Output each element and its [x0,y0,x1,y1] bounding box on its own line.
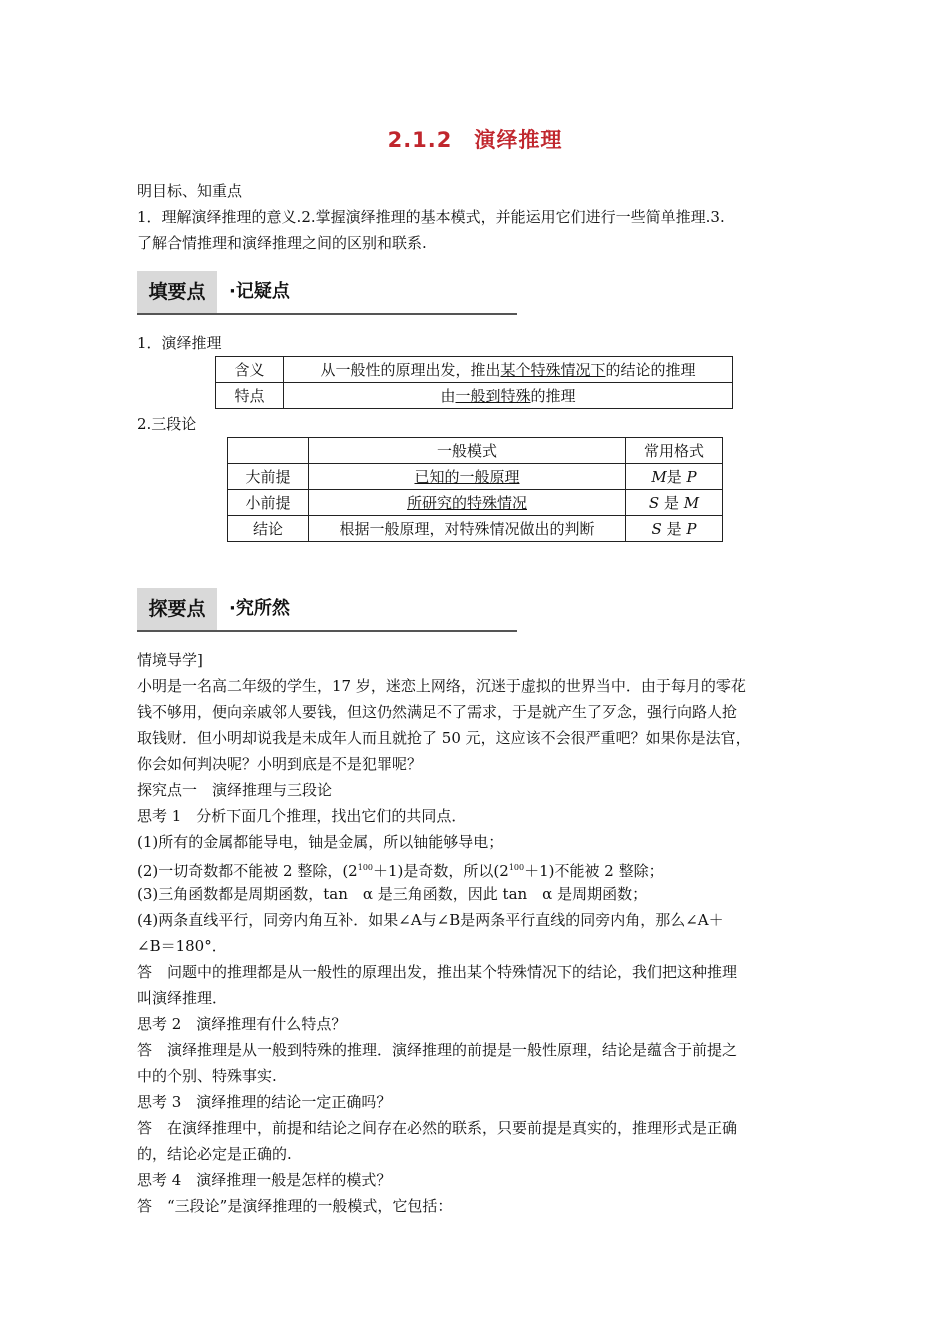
header-cell [228,438,309,464]
row-label: 大前提 [228,464,309,490]
row-content: 从一般性的原理出发，推出某个特殊情况下的结论的推理 [284,357,733,383]
row-format: S 是 M [626,490,723,516]
section-header-2 [137,588,517,632]
intro-heading: 情境导学] [137,651,203,669]
row-label: 结论 [228,516,309,542]
row-label: 小前提 [228,490,309,516]
table-row [228,490,723,516]
item-1-heading: 1．演绎推理 [137,334,222,352]
think-3: 思考 3 演绎推理的结论一定正确吗？ [137,1093,392,1111]
title-number: 2.1.2 [387,128,453,152]
story-line: 你会如何判决呢？小明到底是不是犯罪呢？ [137,755,423,773]
page-title [0,124,950,154]
objectives-line-2: 了解合情推理和演绎推理之间的区别和联系. [137,234,427,252]
section-1-sub: ·记疑点 [229,281,290,302]
answer-1-line: 叫演绎推理． [137,989,228,1007]
example-2: (2)一切奇数都不能被 2 整除，$(2^{100}+1)$是奇数，所以$(2^{100}+1)$不能被 2 整除； [137,862,664,880]
answer-3-line: 的，结论必定是正确的. [137,1145,292,1163]
story-line: 小明是一名高二年级的学生，17 岁，迷恋上网络，沉迷于虚拟的世界当中．由于每月的零花 [137,677,746,695]
title-text: 演绎推理 [474,128,563,152]
header-cell: 常用格式 [626,438,723,464]
header-cell: 一般模式 [309,438,626,464]
objectives-heading: 明目标、知重点 [137,182,243,200]
answer-2-line: 答 演绎推理是从一般到特殊的推理．演绎推理的前提是一般性原理，结论是蕴含于前提之 [137,1041,738,1059]
row-format: M是 P [626,464,723,490]
think-1: 思考 1 分析下面几个推理，找出它们的共同点． [137,807,467,825]
objectives-line-1: 1．理解演绎推理的意义.2.掌握演绎推理的基本模式，并能运用它们进行一些简单推理.3. [137,208,725,226]
row-label: 含义 [216,357,284,383]
table-row [228,516,723,542]
section-2-sub: ·究所然 [229,598,290,619]
table-header-row [228,438,723,464]
example-3: (3)三角函数都是周期函数，tan α 是三角函数，因此 tan α 是周期函数； [137,885,648,903]
section-1-box: 填要点 [137,271,217,313]
section-header-1 [137,271,517,315]
row-mode: 根据一般原理，对特殊情况做出的判断 [309,516,626,542]
section-2-box: 探要点 [137,588,217,630]
exploration-point-1: 探究点一 演绎推理与三段论 [137,781,333,799]
example-4-line-1: (4)两条直线平行，同旁内角互补．如果∠A与∠B是两条平行直线的同旁内角，那么∠A＋ [137,911,724,929]
example-1: (1)所有的金属都能导电，铀是金属，所以铀能够导电； [137,833,504,851]
row-format: S 是 P [626,516,723,542]
answer-4: 答 “三段论”是演绎推理的一般模式，它包括： [137,1197,453,1215]
row-content: 由一般到特殊的推理 [284,383,733,409]
story-line: 钱不够用，便向亲戚邻人要钱，但这仍然满足不了需求，于是就产生了歹念，强行向路人抢 [137,703,738,721]
table-row [228,464,723,490]
story-line: 取钱财．但小明却说我是未成年人而且就抢了 50 元，这应该不会很严重吧？如果你是法官， [137,729,751,747]
example-4-line-2: ∠B＝180°． [137,937,227,955]
answer-2-line: 中的个别、特殊事实. [137,1067,277,1085]
think-4: 思考 4 演绎推理一般是怎样的模式？ [137,1171,392,1189]
item-2-heading: 2.三段论 [137,415,197,433]
syllogism-table [227,437,723,542]
deduction-table [215,356,733,409]
answer-3-line: 答 在演绎推理中，前提和结论之间存在必然的联系，只要前提是真实的，推理形式是正确 [137,1119,738,1137]
table-row [216,383,733,409]
row-label: 特点 [216,383,284,409]
answer-1-line: 答 问题中的推理都是从一般性的原理出发，推出某个特殊情况下的结论，我们把这种推理 [137,963,738,981]
table-row [216,357,733,383]
row-mode: 所研究的特殊情况 [309,490,626,516]
think-2: 思考 2 演绎推理有什么特点？ [137,1015,347,1033]
row-mode: 已知的一般原理 [309,464,626,490]
